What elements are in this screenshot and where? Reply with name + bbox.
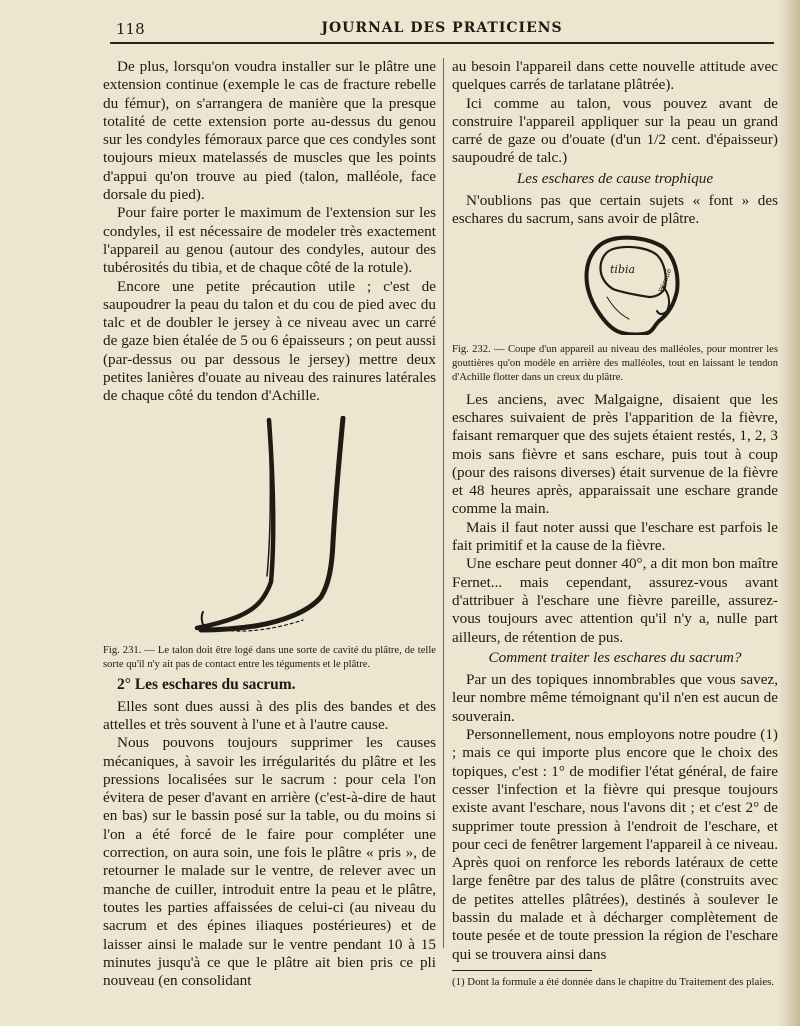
right-paragraph-5: Mais il faut noter aussi que l'eschare est parfois le fait primitif et la cause de la fièvre. xyxy=(452,518,778,555)
right-paragraph-6: Une eschare peut donner 40°, a dit mon bon maître Fernet... mais cependant, assurez-vous avant d'attribuer à l'eschare une fièvre pareille, assurez-vous toujours avec attention qu'il n'y a, nulle part ailleurs, de rétention de pus. xyxy=(452,555,778,646)
figure-232-label-perone: Péroné xyxy=(657,267,674,294)
right-paragraph-7: Par un des topiques innombrables que vous savez, leur nombre même témoignant qu'il n'en est aucun de souverain. xyxy=(452,671,778,725)
figure-232-ankle-section-drawing xyxy=(577,235,685,335)
figure-232-caption-block xyxy=(452,343,778,385)
figure-231-caption: Fig. 231. — Le talon doit être logé dans une sorte de cavité du plâtre, de telle sorte qu'il n'y ait pas de contact entre les téguments et le plâtre. xyxy=(103,644,436,670)
left-paragraph-2: Pour faire porter le maximum de l'extension sur les condyles, il est nécessaire de modeler très exactement l'appareil au genou (autour des condyles, autour des tubérosités du tibia, et de chaque côté de la rotule). xyxy=(103,204,436,277)
right-paragraph-4: Les anciens, avec Malgaigne, disaient que les eschares suivaient de près l'apparition de la fièvre, faisant remarquer que des sujets étaient restés, 1, 2, 3 mois sans fièvre et sans eschare, puis tout à coup (pour des raisons diverses) était survenue de la fièvre et 48 heures après, apparaissait une eschare grande comme la main. xyxy=(452,390,778,518)
figure-231-caption-block xyxy=(103,644,436,672)
header-rule xyxy=(110,42,774,44)
right-paragraph-3: N'oublions pas que certain sujets « font » des eschares du sacrum, sans avoir de plâtre. xyxy=(452,192,778,228)
left-paragraph-5: Nous pouvons toujours supprimer les causes mécaniques, à savoir les irrégularités du plâtre et les pressions localisées sur le sacrum : pour cela l'on évitera de peser d'avant en arrière (c'est-à-dire de haut en bas) sur le bassin posé sur la table, ou du moins si l'on a été forcé de le faire pour compléter une correction, on aura soin, une fois le plâtre « pris », de retourner le malade sur le ventre, de relever avec un manche de cuiller, introduit entre la peau et le plâtre, toutes les parties affaissées de celui-ci (au niveau du sacrum et des épines iliaques postérieures) et de laisser ainsi le malade sur le ventre pendant 10 à 15 minutes jusqu'à ce que le plâtre ait bien pris ce pli nouveau (en consolidant xyxy=(103,734,436,990)
footnote-rule xyxy=(452,970,592,971)
right-paragraph-1: au besoin l'appareil dans cette nouvelle attitude avec quelques carrés de tarlatane plâtrée). xyxy=(452,58,778,94)
right-paragraph-8: Personnellement, nous employons notre poudre (1) ; mais ce qui importe plus encore que le choix des topiques, c'est : 1° de modifier l'état général, de faire cesser l'infection et la fièvre qui presque toujours existe avant l'eschare, nous l'avons dit ; et c'est 2° de supprimer toute pression à l'endroit de l'eschare, et pour ceci de fenêtrer largement l'appareil à ce niveau. Après quoi on renforce les rebords latéraux de cette large fenêtre par des talus de plâtre (construits avec de petites attelles plâtrées), destinés à soulever le bassin du malade et à décharger complètement de toute pesée et de toute pression la région de l'eschare qui se trouvera ainsi dans xyxy=(452,726,778,963)
running-title: JOURNAL DES PRATICIENS xyxy=(321,20,563,36)
figure-232-caption: Fig. 232. — Coupe d'un appareil au niveau des malléoles, pour montrer les gouttières qu'on modèle en arrière des malléoles, tout en laissant le tendon d'Achille flotter dans un creux du plâtre. xyxy=(452,343,778,383)
left-paragraph-3: Encore une petite précaution utile ; c'est de saupoudrer la peau du talon et du cou de pied avec du talc et de doubler le jersey à ce niveau avec un carré de gaze bien étalée de 5 ou 6 épaisseurs ; on peut aussi (par-dessus ou par dessous le jersey) mettre deux petites lanières d'ouate au niveau des rainures latérales de chaque côté du tendon d'Achille. xyxy=(103,277,436,405)
figure-231-heel-plaster-drawing xyxy=(143,416,383,636)
page-edge-shadow xyxy=(778,0,800,1026)
column-divider xyxy=(443,58,444,948)
footnote: (1) Dont la formule a été donnée dans le chapitre du Traitement des plaies. xyxy=(452,975,775,988)
right-paragraph-2: Ici comme au talon, vous pouvez avant de construire l'appareil appliquer sur la peau un grand carré de gaze ou d'ouate (d'un 1/2 cent. d'épaisseur) saupoudré de talc.) xyxy=(452,94,778,167)
right-column xyxy=(452,58,778,989)
subheading-trophic: Les eschares de cause trophique xyxy=(516,169,714,187)
subheading-treatment: Comment traiter les eschares du sacrum? xyxy=(488,648,742,666)
left-column xyxy=(103,58,436,990)
page-header xyxy=(112,18,772,42)
section-heading-sacrum: 2° Les eschares du sacrum. xyxy=(117,675,296,693)
left-paragraph-4: Elles sont dues aussi à des plis des bandes et des attelles et très souvent à l'une et à l'autre cause. xyxy=(103,697,436,733)
page-number: 118 xyxy=(116,20,145,38)
figure-232-label-tibia: tibia xyxy=(610,262,636,276)
left-paragraph-1: De plus, lorsqu'on voudra installer sur le plâtre une extension continue (exemple le cas de fracture rebelle du fémur), on s'arrangera de manière que la presque totalité de cette extension porte au-dessus du genou sur les condyles fémoraux parce que ces condyles sont toujours mieux matelassés de muscles que les points d'appui qu'on trouve au pied (talon, malléole, face dorsale du pied). xyxy=(103,58,436,204)
